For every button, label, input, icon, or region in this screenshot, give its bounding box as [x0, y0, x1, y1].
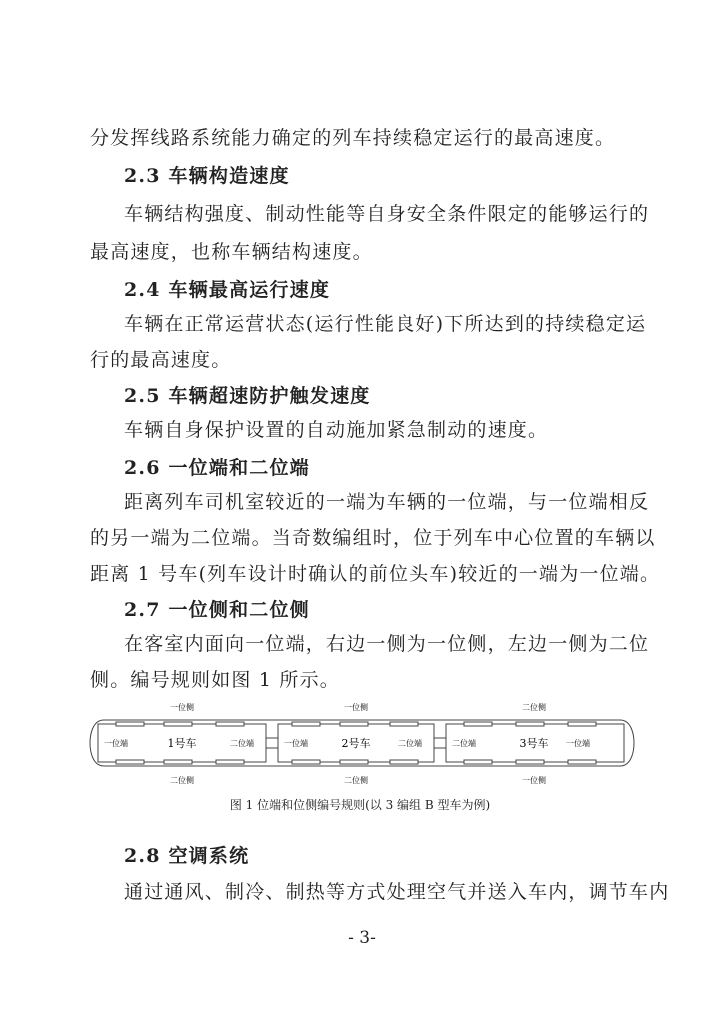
car-2-left-end-label: 一位端 — [284, 739, 308, 748]
section-heading-2-7: 2.7 一位侧和二位侧 — [124, 599, 310, 621]
door-mark — [164, 722, 192, 726]
section-heading-2-4: 2.4 车辆最高运行速度 — [124, 279, 331, 301]
section-heading-2-6: 2.6 一位端和二位端 — [124, 457, 310, 479]
door-mark — [464, 760, 492, 764]
door-mark — [216, 722, 244, 726]
section-heading-2-3: 2.3 车辆构造速度 — [124, 165, 290, 187]
car-1-label: 1号车 — [167, 737, 197, 750]
car-1-right-end-label: 二位端 — [230, 739, 254, 748]
door-mark — [568, 760, 596, 764]
car-2-bottom-side-label: 二位侧 — [344, 776, 368, 785]
body-line: 侧。编号规则如图 1 所示。 — [90, 669, 340, 691]
door-mark — [292, 760, 320, 764]
body-line: 在客室内面向一位端，右边一侧为一位侧，左边一侧为二位 — [124, 633, 650, 655]
car-1-top-side-label: 一位侧 — [170, 703, 194, 712]
car-2-label: 2号车 — [341, 737, 371, 750]
section-heading-2-8: 2.8 空调系统 — [124, 845, 250, 867]
car-3-bottom-side-label: 一位侧 — [522, 776, 546, 785]
door-mark — [568, 722, 596, 726]
car-3-top-side-label: 二位侧 — [522, 703, 546, 712]
body-line: 通过通风、制冷、制热等方式处理空气并送入车内，调节车内 — [124, 881, 670, 903]
section-heading-2-5: 2.5 车辆超速防护触发速度 — [124, 385, 371, 407]
door-mark — [340, 722, 368, 726]
coupler — [266, 738, 278, 748]
door-mark — [116, 722, 144, 726]
door-mark — [390, 760, 418, 764]
car-1-left-end-label: 一位端 — [104, 739, 128, 748]
body-line: 距离列车司机室较近的一端为车辆的一位端，与一位端相反 — [124, 491, 650, 513]
body-line: 最高速度，也称车辆结构速度。 — [90, 241, 373, 263]
body-line: 分发挥线路系统能力确定的列车持续稳定运行的最高速度。 — [90, 127, 616, 149]
body-line: 行的最高速度。 — [90, 349, 232, 371]
door-mark — [464, 722, 492, 726]
door-mark — [116, 760, 144, 764]
train-numbering-diagram — [88, 700, 636, 786]
figure-caption: 图 1 位端和位侧编号规则(以 3 编组 B 型车为例) — [229, 798, 491, 812]
car-3-left-end-label: 二位端 — [452, 739, 476, 748]
door-mark — [340, 760, 368, 764]
door-mark — [216, 760, 244, 764]
page-number: - 3- — [348, 928, 376, 948]
body-line: 车辆在正常运营状态(运行性能良好)下所达到的持续稳定运 — [124, 313, 647, 335]
door-mark — [292, 722, 320, 726]
door-mark — [516, 760, 544, 764]
body-line: 距离 1 号车(列车设计时确认的前位头车)较近的一端为一位端。 — [90, 563, 661, 585]
car-1-bottom-side-label: 二位侧 — [170, 776, 194, 785]
body-line: 的另一端为二位端。当奇数编组时，位于列车中心位置的车辆以 — [90, 527, 656, 549]
body-line: 车辆自身保护设置的自动施加紧急制动的速度。 — [124, 419, 549, 441]
door-mark — [516, 722, 544, 726]
car-2-right-end-label: 二位端 — [398, 739, 422, 748]
body-line: 车辆结构强度、制动性能等自身安全条件限定的能够运行的 — [124, 203, 650, 225]
car-2-top-side-label: 一位侧 — [344, 703, 368, 712]
door-mark — [390, 722, 418, 726]
coupler — [434, 738, 446, 748]
car-3-right-end-label: 一位端 — [566, 739, 590, 748]
door-mark — [164, 760, 192, 764]
car-3-label: 3号车 — [519, 737, 549, 750]
